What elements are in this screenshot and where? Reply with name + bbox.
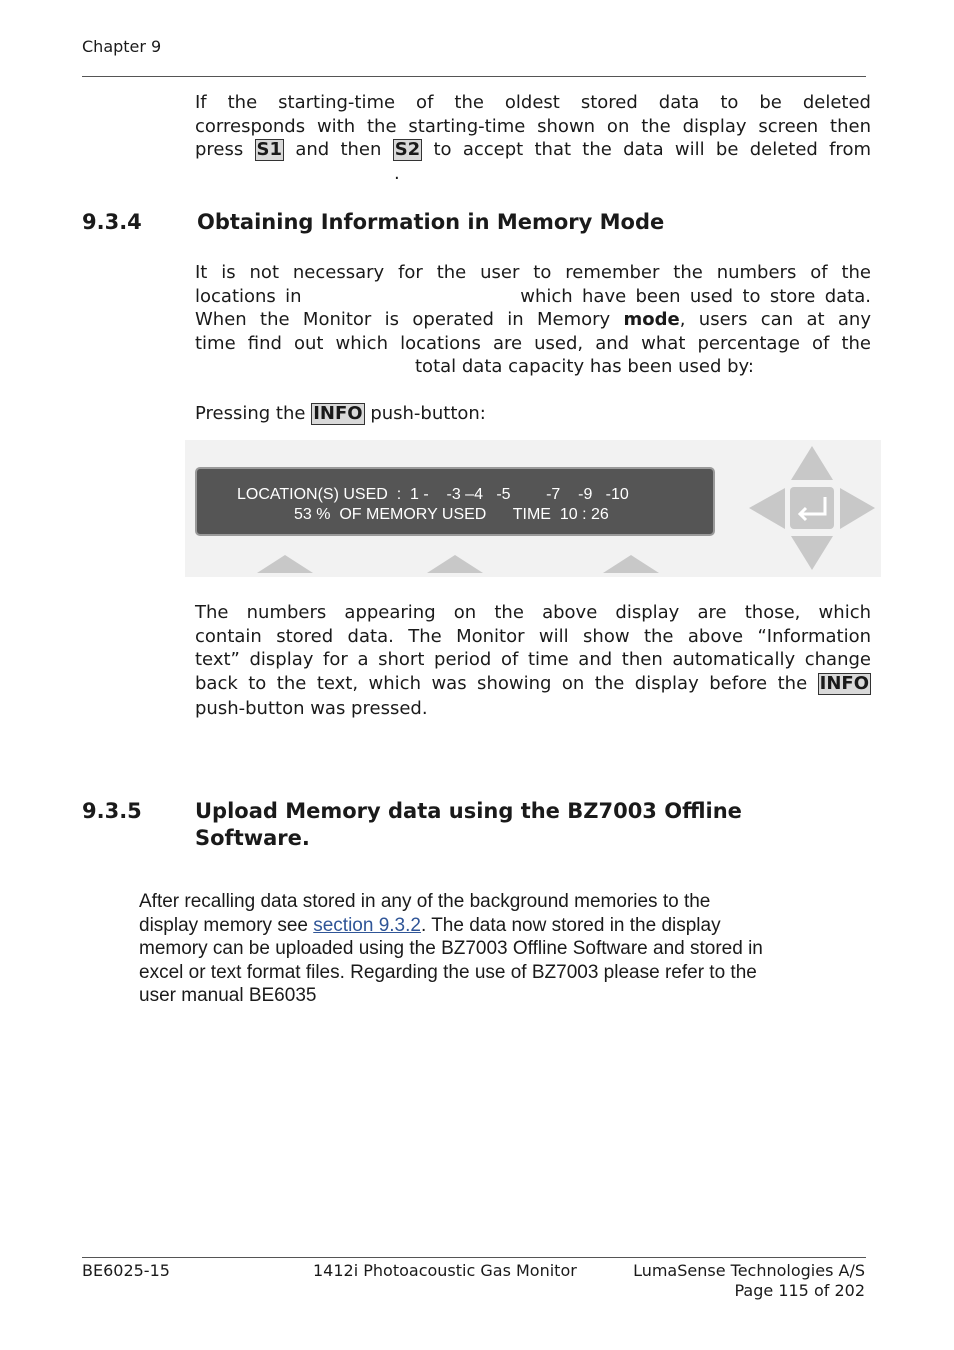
chapter-header: Chapter 9 (82, 37, 162, 56)
display-explanation-paragraph (195, 601, 871, 721)
info-button-paragraph (195, 402, 871, 426)
intro-line (195, 138, 871, 162)
footer-company: LumaSense Technologies A/S (633, 1261, 865, 1280)
section-number: 9.3.4 (82, 210, 142, 234)
para-line: contain stored data. The Monitor will show the above “Information (195, 625, 871, 647)
para-line: After recalling data stored in any of the background memories to the (139, 891, 711, 912)
para-line: It is not necessary for the user to remember the numbers of the (195, 262, 871, 283)
arrow-right-icon (840, 488, 875, 529)
info-key-label: INFO (819, 672, 869, 694)
header-rule (82, 76, 866, 77)
para-text: When the Monitor is operated in Memory (195, 309, 611, 330)
para-line: time find out which locations are used, and what percentage of the (195, 332, 871, 354)
para-text: . The data now stored in the display (420, 914, 721, 936)
para-text: display memory see (139, 914, 308, 936)
intro-text: press (195, 139, 244, 160)
memory-info-paragraph (195, 261, 871, 379)
intro-text: and then (295, 139, 382, 160)
soft-key-2-icon (427, 555, 483, 573)
para-line (195, 402, 871, 426)
para-line: user manual BE6035 (139, 985, 317, 1006)
para-line: excel or text format files. Regarding the use of BZ7003 please refer to the (139, 961, 757, 983)
soft-key-3-icon (603, 555, 659, 573)
enter-key-icon (790, 487, 834, 529)
lcd-line-2: 53 % OF MEMORY USED TIME 10 : 26 (294, 506, 609, 523)
section-title: Obtaining Information in Memory Mode (197, 210, 665, 234)
para-text: locations in (195, 285, 302, 307)
intro-line: corresponds with the starting-time shown on the display screen then (195, 115, 871, 137)
intro-text: to accept that the data will be deleted from (433, 139, 871, 160)
section-title: Software. (195, 826, 310, 850)
para-text: Pressing the (195, 403, 306, 424)
para-text: push-button: (370, 403, 486, 424)
footer-right (600, 1261, 865, 1301)
section-title: Upload Memory data using the BZ7003 Offline (195, 799, 742, 823)
para-text: which have been used to store data. (520, 285, 871, 307)
intro-line: . (394, 162, 400, 184)
para-text: back to the text, which was showing on the display before the (195, 672, 808, 694)
para-line (195, 285, 871, 309)
soft-key-1-icon (257, 555, 313, 573)
section-number: 9.3.5 (82, 799, 142, 823)
s2-key-label: S2 (394, 139, 421, 160)
upload-paragraph (139, 890, 879, 1008)
para-text: , users can at any (679, 309, 871, 330)
para-line (195, 308, 871, 332)
info-key-label: INFO (313, 403, 363, 424)
para-line (139, 914, 879, 938)
footer-rule (82, 1257, 866, 1258)
para-line: The numbers appearing on the above display are those, which (195, 602, 871, 623)
section-932-link[interactable]: section 9.3.2 (313, 914, 421, 936)
para-line: text” display for a short period of time and then automatically change (195, 649, 871, 670)
footer-page-number: Page 115 of 202 (734, 1281, 865, 1300)
para-line (195, 672, 871, 696)
para-line: total data capacity has been used by: (415, 356, 754, 377)
intro-paragraph (195, 91, 871, 185)
arrow-up-icon (791, 446, 833, 480)
s1-key-label: S1 (256, 139, 283, 160)
para-line: push-button was pressed. (195, 698, 428, 719)
lcd-line-1: LOCATION(S) USED : 1 - -3 –4 -5 -7 -9 -10 (237, 486, 629, 503)
para-bold: mode (623, 309, 680, 330)
arrow-left-icon (749, 488, 785, 529)
para-line: memory can be uploaded using the BZ7003 Offline Software and stored in (139, 938, 763, 959)
keypad-graphic (185, 440, 881, 577)
arrow-down-icon (791, 536, 833, 570)
footer-doc-id: BE6025-15 (82, 1261, 170, 1280)
intro-line: If the starting-time of the oldest stored data to be deleted (195, 92, 871, 113)
footer-product: 1412i Photoacoustic Gas Monitor (313, 1261, 577, 1280)
